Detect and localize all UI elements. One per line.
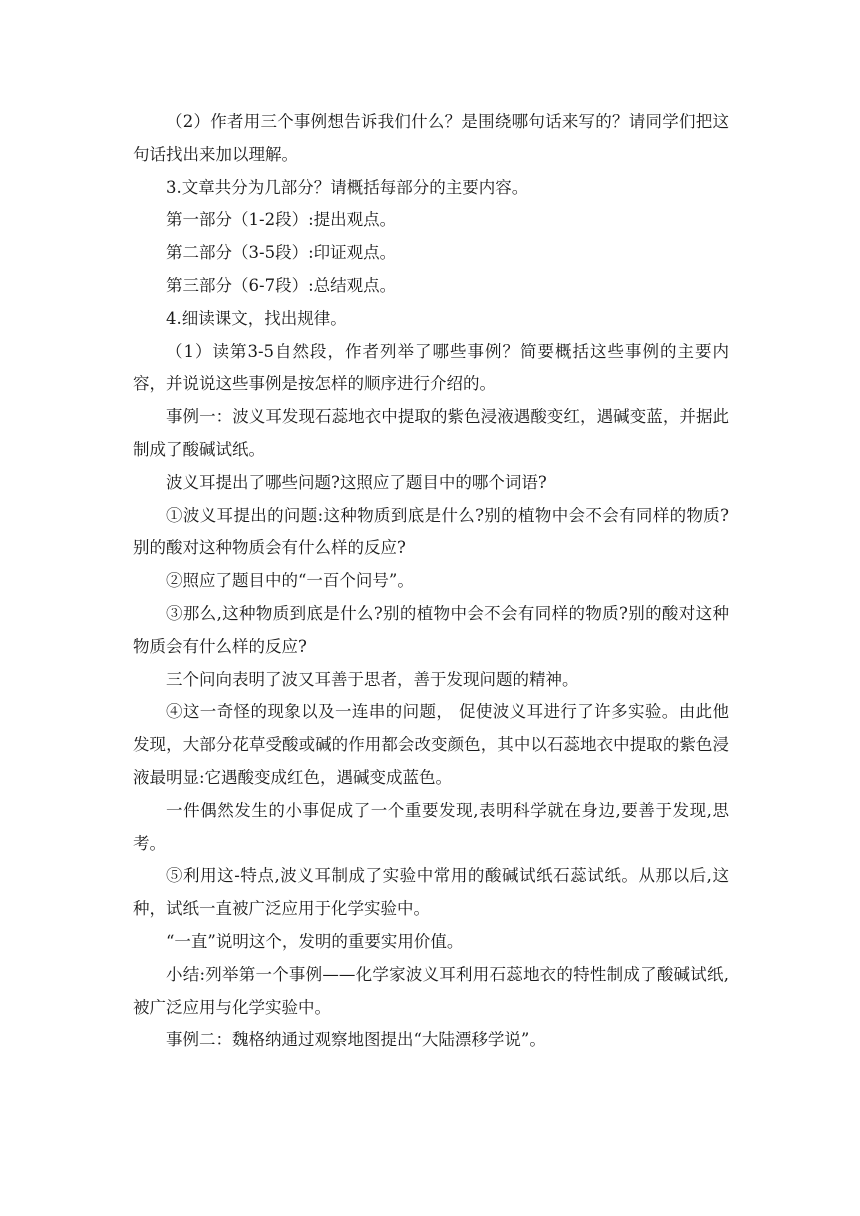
- paragraph: 3.文章共分为几部分？请概括每部分的主要内容。: [166, 177, 529, 197]
- paragraph: 波义耳提出了哪些问题?这照应了题目中的哪个词语?: [166, 472, 547, 492]
- paragraph: 4.细读课文，找出规律。: [166, 308, 347, 328]
- paragraph: ⑤利用这-特点,波义耳制成了实验中常用的酸碱试纸石蕊试纸。从那以后,这种，试纸一直被广泛应用于化学实验中。: [133, 866, 729, 919]
- paragraph: 三个问向表明了波又耳善于思者，善于发现问题的精神。: [166, 669, 579, 689]
- paragraph: 事例二：魏格纳通过观察地图提出“大陆漂移学说”。: [166, 1030, 546, 1050]
- paragraph: ④这一奇怪的现象以及一连串的问题， 促使波义耳进行了许多实验。由此他发现，大部分花草受酸或碱的作用都会改变颜色，其中以石蕊地衣中提取的紫色浸液最明显:它遇酸变成红色，遇碱变成蓝色。: [133, 702, 729, 787]
- paragraph: 一件偶然发生的小事促成了一个重要发现,表明科学就在身边,要善于发现,思考。: [133, 800, 729, 853]
- paragraph: ②照应了题目中的“一百个问号”。: [166, 571, 414, 591]
- paragraph: ③那么,这种物质到底是什么?别的植物中会不会有同样的物质?别的酸对这种物质会有什么样的反应?: [133, 603, 729, 656]
- paragraph: ①波义耳提出的问题:这种物质到底是什么?别的植物中会不会有同样的物质?别的酸对这种物质会有什么样的反应?: [133, 505, 729, 558]
- paragraph: 第一部分（1-2段）:提出观点。: [166, 210, 397, 230]
- paragraph: 第二部分（3-5段）:印证观点。: [166, 243, 397, 263]
- paragraph: “一直”说明这个，发明的重要实用价值。: [166, 931, 464, 951]
- paragraph: 第三部分（6-7段）:总结观点。: [166, 275, 397, 295]
- paragraph: （1）读第3-5自然段，作者列举了哪些事例？简要概括这些事例的主要内容，并说说这些事例是按怎样的顺序进行介绍的。: [133, 341, 729, 394]
- paragraph: 小结:列举第一个事例——化学家波义耳利用石蕊地衣的特性制成了酸碱试纸,被广泛应用与化学实验中。: [133, 964, 729, 1017]
- paragraph: （2）作者用三个事例想告诉我们什么？是围绕哪句话来写的？请同学们把这句话找出来加以理解。: [133, 112, 729, 164]
- paragraph: 事例一：波义耳发现石蕊地衣中提取的紫色浸液遇酸变红，遇碱变蓝，并据此制成了酸碱试纸。: [133, 407, 729, 459]
- document-body: [133, 106, 729, 1057]
